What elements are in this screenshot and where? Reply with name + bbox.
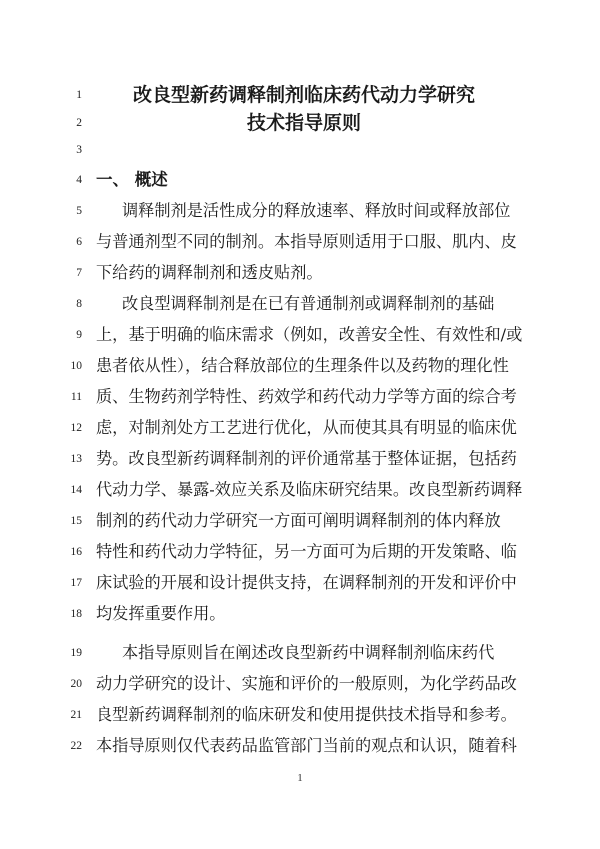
document-line <box>0 165 600 195</box>
paragraph-text: 下给药的调释制剂和透皮贴剂。 <box>96 263 323 282</box>
line-number: 3 <box>76 144 82 156</box>
document-line <box>0 227 600 257</box>
paragraph-text: 改良型调释制剂是在已有普通制剂或调释制剂的基础 <box>122 294 495 313</box>
line-number: 19 <box>70 647 82 659</box>
document-line <box>0 638 600 668</box>
paragraph-text: 本指导原则仅代表药品监管部门当前的观点和认识，随着科 <box>96 736 517 755</box>
line-number: 8 <box>76 298 82 310</box>
line-number: 4 <box>76 174 82 186</box>
paragraph-text: 均发挥重要作用。 <box>96 604 226 623</box>
document-line <box>0 444 600 474</box>
document-line <box>0 731 600 761</box>
line-number: 1 <box>76 89 82 101</box>
document-line <box>0 108 600 138</box>
page-number: 1 <box>297 772 303 784</box>
line-number: 14 <box>70 484 82 496</box>
line-number: 11 <box>70 391 82 403</box>
line-number: 5 <box>76 205 82 217</box>
paragraph-text: 床试验的开展和设计提供支持，在调释制剂的开发和评价中 <box>96 573 517 592</box>
paragraph-text: 虑，对制剂处方工艺进行优化，从而使其具有明显的临床优 <box>96 418 517 437</box>
document-line <box>0 351 600 381</box>
paragraph-text: 本指导原则旨在阐述改良型新药中调释制剂临床药代 <box>122 643 495 662</box>
document-line <box>0 80 600 110</box>
line-number: 18 <box>70 608 82 620</box>
document-line <box>0 537 600 567</box>
document-line <box>0 382 600 412</box>
document-line <box>0 413 600 443</box>
line-number: 16 <box>70 546 82 558</box>
paragraph-text: 调释制剂是活性成分的释放速率、释放时间或释放部位 <box>122 201 511 220</box>
document-line <box>0 475 600 505</box>
paragraph-text: 势。改良型新药调释制剂的评价通常基于整体证据，包括药 <box>96 449 517 468</box>
line-number: 10 <box>70 360 82 372</box>
document-title-line2: 技术指导原则 <box>246 112 361 134</box>
line-number: 15 <box>70 515 82 527</box>
line-number: 7 <box>76 267 82 279</box>
line-number: 20 <box>70 678 82 690</box>
paragraph-text: 质、生物药剂学特性、药效学和药代动力学等方面的综合考 <box>96 387 517 406</box>
document-line <box>0 320 600 350</box>
paragraph-text: 特性和药代动力学特征，另一方面可为后期的开发策略、临 <box>96 542 517 561</box>
line-number: 17 <box>70 577 82 589</box>
document-line <box>0 669 600 699</box>
document-line <box>0 258 600 288</box>
document-line <box>0 135 600 165</box>
line-number: 13 <box>70 453 82 465</box>
line-number: 22 <box>70 740 82 752</box>
paragraph-text: 与普通剂型不同的制剂。本指导原则适用于口服、肌内、皮 <box>96 232 517 251</box>
paragraph-text: 制剂的药代动力学研究一方面可阐明调释制剂的体内释放 <box>96 511 501 530</box>
document-line <box>0 700 600 730</box>
line-number: 2 <box>76 117 82 129</box>
document-line <box>0 506 600 536</box>
line-number: 6 <box>76 236 82 248</box>
paragraph-text: 代动力学、暴露-效应关系及临床研究结果。改良型新药调释 <box>96 480 523 499</box>
paragraph-text: 动力学研究的设计、实施和评价的一般原则，为化学药品改 <box>96 674 517 693</box>
paragraph-text: 良型新药调释制剂的临床研发和使用提供技术指导和参考。 <box>96 705 517 724</box>
line-number: 21 <box>70 709 82 721</box>
document-line <box>0 196 600 226</box>
paragraph-text: 患者依从性），结合释放部位的生理条件以及药物的理化性 <box>96 356 509 375</box>
document-line <box>0 599 600 629</box>
line-number: 9 <box>76 329 82 341</box>
document-line <box>0 568 600 598</box>
document-title-line1: 改良型新药调释制剂临床药代动力学研究 <box>132 84 475 106</box>
line-number: 12 <box>70 422 82 434</box>
document-line <box>0 289 600 319</box>
section-heading: 一、 概述 <box>96 170 168 189</box>
paragraph-text: 上，基于明确的临床需求（例如，改善安全性、有效性和/或 <box>96 325 523 344</box>
